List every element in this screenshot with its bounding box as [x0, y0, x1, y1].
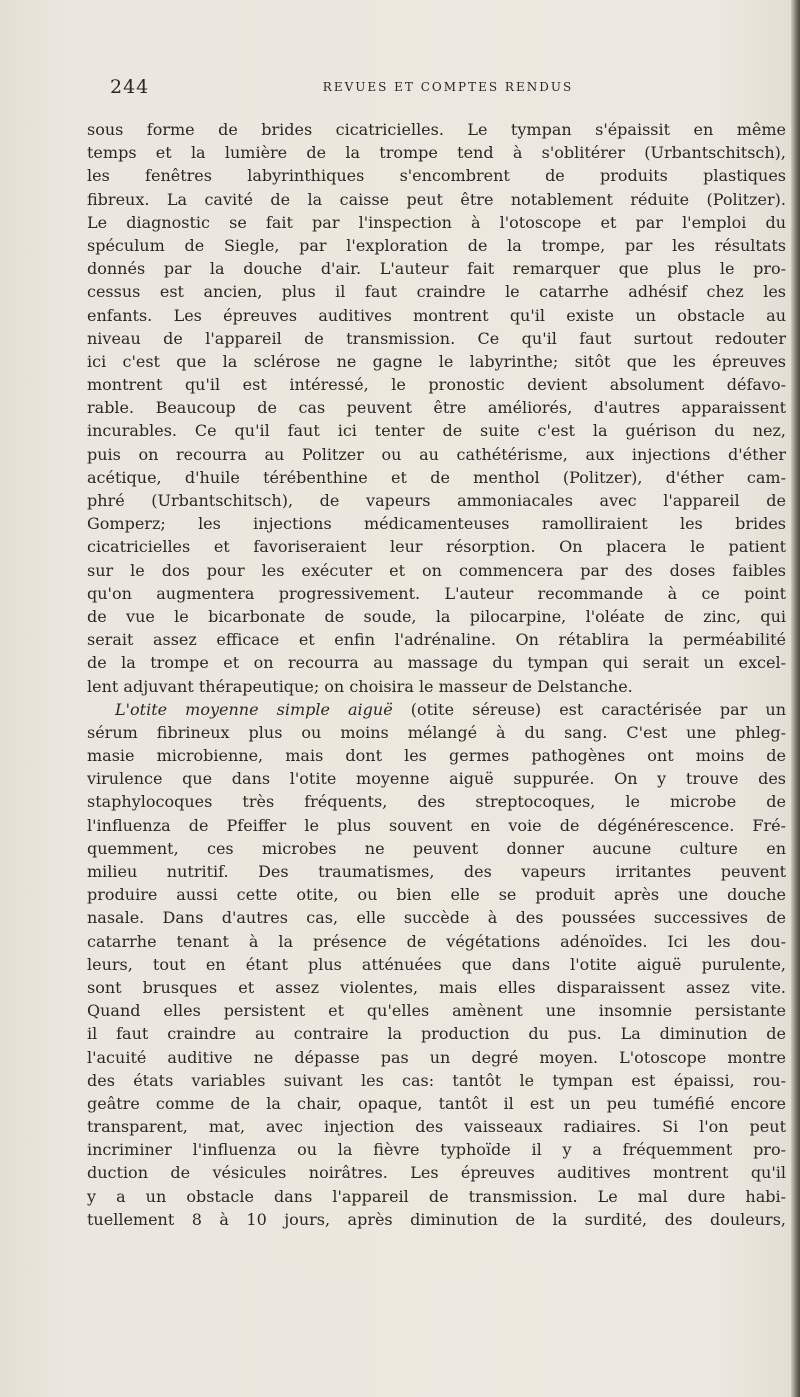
- text-line: geâtre comme de la chair, opaque, tantôt il est un peu tuméfié encore: [87, 1093, 786, 1113]
- text-line-first: [87, 698, 786, 721]
- page-number: 244: [110, 76, 150, 98]
- text-fragment: (otite séreuse) est caractérisée par un: [392, 699, 787, 719]
- text-line: Gomperz; les injections médicamenteuses ramolliraient les brides: [87, 514, 786, 534]
- text-line: de la trompe et on recourra au massage du tympan qui serait un excel-: [87, 653, 786, 673]
- paragraph-1: [87, 118, 786, 698]
- text-line: puis on recourra au Politzer ou au cathétérisme, aux injections d'éther: [87, 444, 786, 464]
- text-line: phré (Urbantschitsch), de vapeurs ammoniacales avec l'appareil de: [87, 491, 786, 510]
- text-line: des états variables suivant les cas: tantôt le tympan est épaissi, rou-: [87, 1070, 786, 1090]
- text-line: incriminer l'influenza ou la fièvre typhoïde il y a fréquemment pro-: [87, 1140, 786, 1160]
- text-line: fibreux. La cavité de la caisse peut être notablement réduite (Politzer).: [87, 189, 786, 209]
- text-line: cicatricielles et favoriseraient leur résorption. On placera le patient: [87, 537, 786, 557]
- running-title: REVUES ET COMPTES RENDUS: [322, 80, 574, 94]
- text-line: ici c'est que la sclérose ne gagne le labyrinthe; sitôt que les épreuves: [87, 351, 786, 371]
- text-line: lent adjuvant thérapeutique; on choisira le masseur de Delstanche.: [87, 676, 633, 696]
- text-line: Quand elles persistent et qu'elles amènent une insomnie persistante: [87, 1001, 786, 1021]
- text-line: de vue le bicarbonate de soude, la pilocarpine, l'oléate de zinc, qui: [87, 606, 786, 626]
- text-line: serait assez efficace et enfin l'adrénaline. On rétablira la perméabilité: [87, 630, 786, 650]
- page-binding-edge: [791, 0, 800, 1397]
- text-line: sérum fibrineux plus ou moins mélangé à du sang. C'est une phleg-: [87, 722, 786, 742]
- text-line: y a un obstacle dans l'appareil de transmission. Le mal dure habi-: [87, 1186, 786, 1206]
- text-line: catarrhe tenant à la présence de végétations adénoïdes. Ici les dou-: [87, 931, 786, 951]
- paragraph-2: [87, 698, 786, 1231]
- text-line: cessus est ancien, plus il faut craindre le catarrhe adhésif chez les: [87, 282, 786, 302]
- text-line: donnés par la douche d'air. L'auteur fait remarquer que plus le pro-: [87, 259, 786, 279]
- text-line: les fenêtres labyrinthiques s'encombrent de produits plastiques: [87, 166, 786, 186]
- text-line: produire aussi cette otite, ou bien elle se produit après une douche: [87, 885, 786, 905]
- text-line: sous forme de brides cicatricielles. Le tympan s'épaissit en même: [87, 120, 786, 139]
- text-line: niveau de l'appareil de transmission. Ce qu'il faut surtout redouter: [87, 328, 786, 348]
- text-line: quemment, ces microbes ne peuvent donner aucune culture en: [87, 838, 786, 858]
- text-line: sur le dos pour les exécuter et on commencera par des doses faibles: [87, 560, 786, 580]
- text-line: incurables. Ce qu'il faut ici tenter de suite c'est la guérison du nez,: [87, 421, 786, 441]
- text-line: temps et la lumière de la trompe tend à s'oblitérer (Urbantschitsch),: [87, 143, 786, 163]
- text-line: milieu nutritif. Des traumatismes, des vapeurs irritantes peuvent: [87, 862, 786, 881]
- body-text: [87, 118, 786, 1231]
- text-line: l'acuité auditive ne dépasse pas un degré moyen. L'otoscope montre: [87, 1047, 786, 1067]
- text-line: masie microbienne, mais dont les germes pathogènes ont moins de: [87, 746, 786, 766]
- text-line: l'influenza de Pfeiffer le plus souvent en voie de dégénérescence. Fré-: [87, 815, 786, 835]
- text-line: spéculum de Siegle, par l'exploration de la trompe, par les résultats: [87, 235, 786, 255]
- text-line: staphylocoques très fréquents, des streptocoques, le microbe de: [87, 792, 786, 812]
- text-line: virulence que dans l'otite moyenne aiguë suppurée. On y trouve des: [87, 769, 786, 789]
- text-line: rable. Beaucoup de cas peuvent être améliorés, d'autres apparaissent: [87, 398, 786, 418]
- text-line: qu'on augmentera progressivement. L'auteur recommande à ce point: [87, 583, 786, 603]
- text-line: sont brusques et assez violentes, mais elles disparaissent assez vite.: [87, 977, 786, 997]
- section-term: L'otite moyenne simple aiguë: [115, 699, 393, 719]
- text-line: montrent qu'il est intéressé, le pronostic devient absolument défavo-: [87, 375, 786, 395]
- text-line: nasale. Dans d'autres cas, elle succède à des poussées successives de: [87, 908, 786, 928]
- text-line: tuellement 8 à 10 jours, après diminution de la surdité, des douleurs,: [87, 1209, 786, 1229]
- text-line: transparent, mat, avec injection des vaisseaux radiaires. Si l'on peut: [87, 1117, 786, 1137]
- text-line: enfants. Les épreuves auditives montrent qu'il existe un obstacle au: [87, 305, 786, 325]
- text-line: il faut craindre au contraire la production du pus. La diminution de: [87, 1024, 786, 1044]
- text-line: acétique, d'huile térébenthine et de menthol (Politzer), d'éther cam-: [87, 467, 786, 487]
- text-line: duction de vésicules noirâtres. Les épreuves auditives montrent qu'il: [87, 1163, 786, 1183]
- text-line: Le diagnostic se fait par l'inspection à l'otoscope et par l'emploi du: [87, 212, 786, 232]
- text-line: leurs, tout en étant plus atténuées que dans l'otite aiguë purulente,: [87, 954, 786, 974]
- page-header: [110, 76, 786, 100]
